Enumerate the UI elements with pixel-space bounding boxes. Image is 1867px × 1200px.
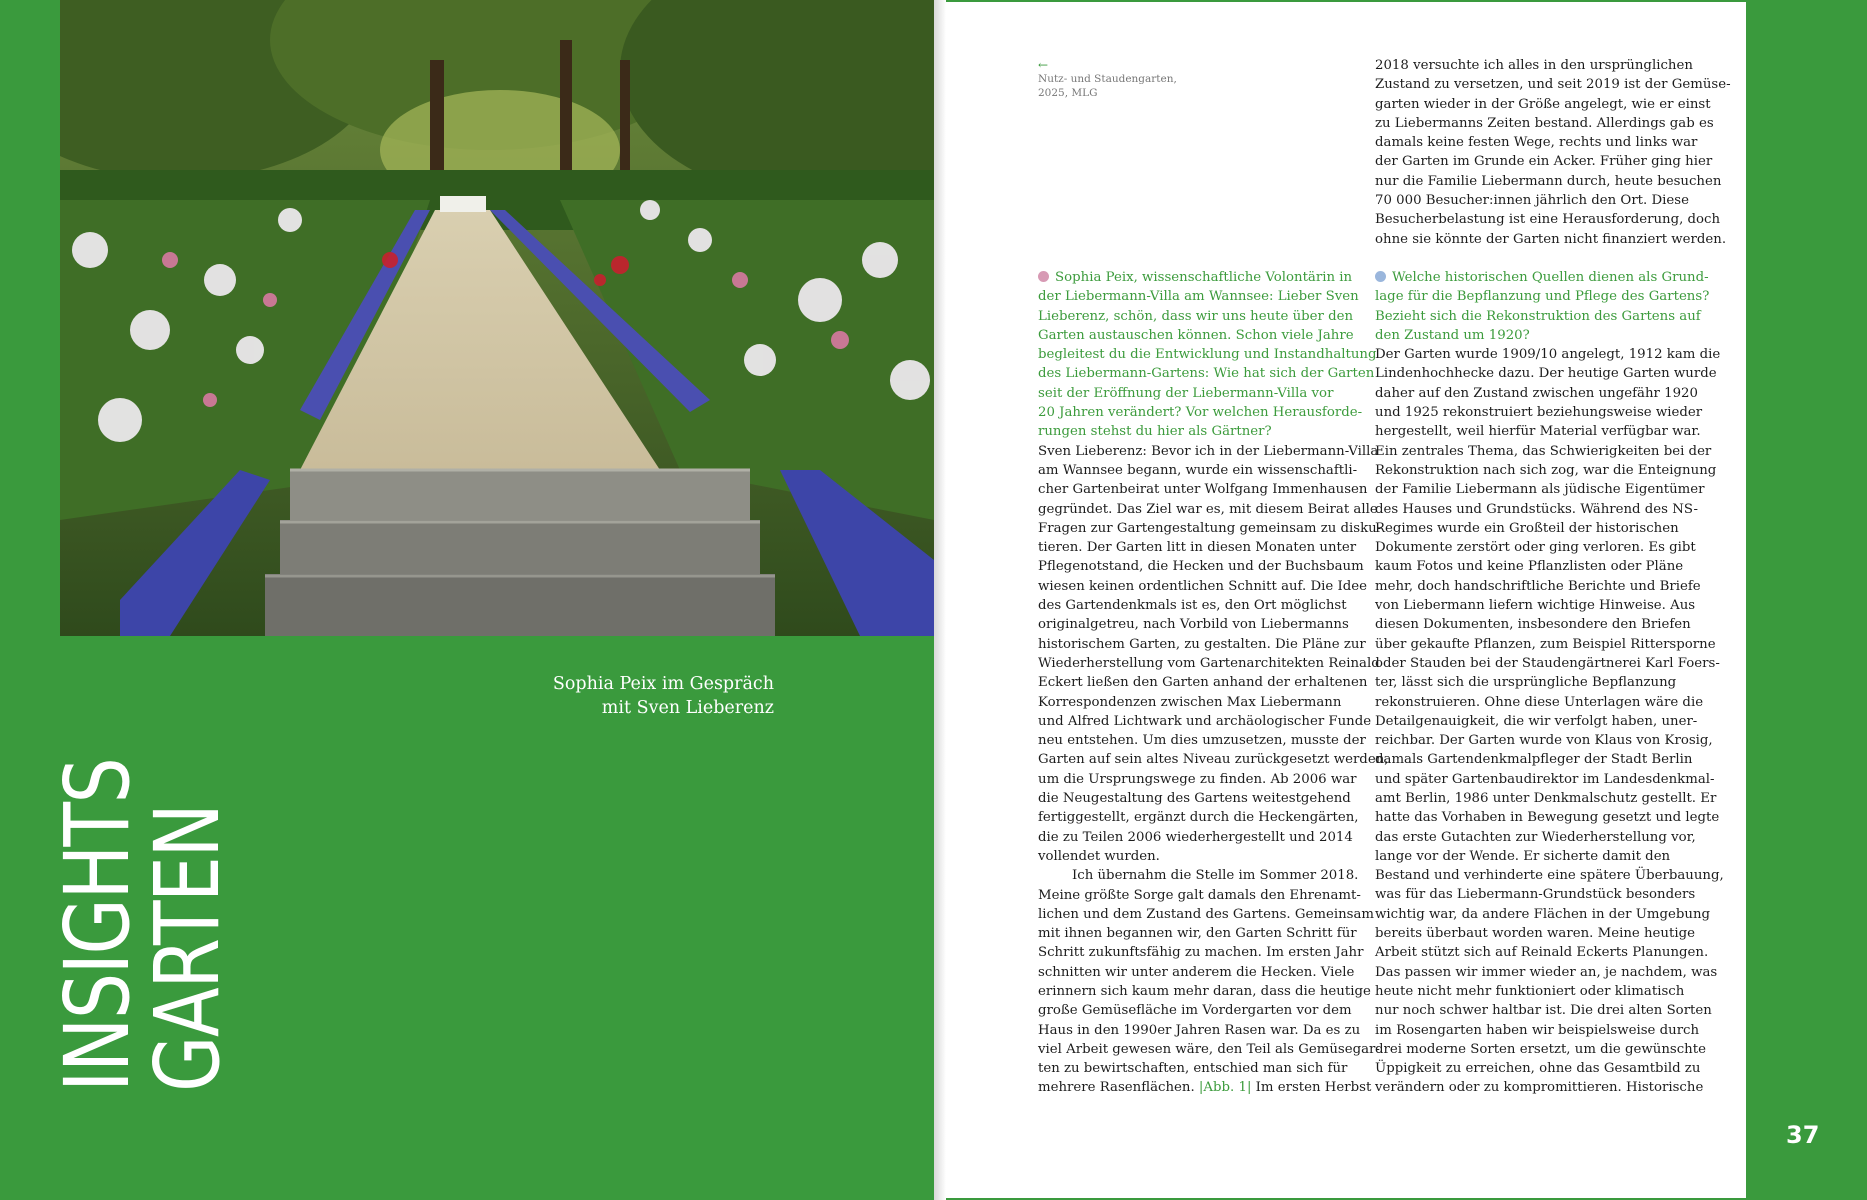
page-number: 37 bbox=[1786, 1121, 1820, 1149]
answer-line: Korrespondenzen zwischen Max Liebermann bbox=[1038, 694, 1342, 710]
answer-line: 2018 versuchte ich alles in den ursprünglichen bbox=[1375, 58, 1693, 73]
answer-line: Wiederherstellung vom Gartenarchitekten Reinald bbox=[1038, 655, 1380, 671]
garden-photo-illustration bbox=[60, 0, 934, 636]
answer-line: verändern oder zu kompromittieren. Historische bbox=[1375, 1080, 1704, 1096]
answer-line: Schritt zukunftsfähig zu machen. Im ersten Jahr bbox=[1038, 945, 1364, 961]
answer-line: rekonstruieren. Ohne diese Unterlagen wäre die bbox=[1375, 694, 1704, 710]
answer-line: kaum Fotos und keine Pflanzlisten oder Pläne bbox=[1375, 559, 1684, 575]
answer-line: Ein zentrales Thema, das Schwierigkeiten bei der bbox=[1375, 443, 1712, 459]
answer-line: amt Berlin, 1986 unter Denkmalschutz gestellt. Er bbox=[1375, 790, 1717, 806]
answer-line: neu entstehen. Um dies umzusetzen, musste der bbox=[1038, 733, 1366, 749]
answer-continuation bbox=[1375, 56, 1731, 249]
question-line: Garten austauschen können. Schon viele Jahre bbox=[1038, 327, 1354, 343]
answer-line: des Hauses und Grundstücks. Während des NS- bbox=[1375, 501, 1698, 517]
answer-text: Im ersten Herbst bbox=[1255, 1080, 1372, 1096]
answer-line: schnitten wir unter anderem die Hecken. Viele bbox=[1038, 964, 1355, 980]
answer-line-with-reference bbox=[1038, 1078, 1372, 1097]
interview-answer-2 bbox=[1375, 345, 1724, 1098]
answer-line: historischem Garten, zu gestalten. Die Pläne zur bbox=[1038, 636, 1366, 652]
answer-line: lichen und dem Zustand des Gartens. Gemeinsam bbox=[1038, 906, 1374, 922]
answer-line: ten zu bewirtschaften, entschied man sich für bbox=[1038, 1061, 1348, 1077]
answer-line: Ich übernahm die Stelle im Sommer 2018. bbox=[1072, 868, 1359, 884]
answer-line: Meine größte Sorge galt damals den Ehrenamt- bbox=[1038, 887, 1361, 903]
question-line: des Liebermann-Gartens: Wie hat sich der Garten bbox=[1038, 366, 1375, 382]
answer-line: reichbar. Der Garten wurde von Klaus von Krosig, bbox=[1375, 733, 1713, 749]
speaker-dot-icon bbox=[1038, 271, 1049, 282]
answer-line: ohne sie könnte der Garten nicht finanziert werden. bbox=[1375, 231, 1727, 247]
question-line: Sophia Peix, wissenschaftliche Volontärin in bbox=[1055, 270, 1353, 285]
answer-line: gegründet. Das Ziel war es, mit diesem Beirat alle bbox=[1038, 501, 1378, 517]
answer-line: der Garten im Grunde ein Acker. Früher ging hier bbox=[1375, 154, 1713, 170]
answer-line: Rekonstruktion nach sich zog, war die Enteignung bbox=[1375, 462, 1717, 478]
page-gutter bbox=[934, 0, 946, 1200]
answer-line: Pflegenotstand, die Hecken und der Buchsbaum bbox=[1038, 559, 1364, 575]
answer-line: diesen Dokumenten, insbesondere den Briefen bbox=[1375, 617, 1691, 633]
section-title-line-1: INSIGHTS bbox=[45, 758, 149, 1092]
answer-line: hergestellt, weil hierfür Material verfügbar war. bbox=[1375, 424, 1701, 440]
answer-line: erinnern sich kaum mehr daran, dass die heutige bbox=[1038, 983, 1371, 999]
answer-line: das erste Gutachten zur Wiederherstellung vor, bbox=[1375, 829, 1696, 845]
answer-line: vollendet wurden. bbox=[1038, 848, 1160, 864]
answer-line: Das passen wir immer wieder an, je nachdem, was bbox=[1375, 964, 1718, 980]
question-line: lage für die Bepflanzung und Pflege des Gartens? bbox=[1375, 289, 1710, 305]
photo-caption bbox=[420, 672, 774, 720]
question-line: begleitest du die Entwicklung und Instandhaltung bbox=[1038, 347, 1377, 363]
answer-line: 70 000 Besucher:innen jährlich den Ort. Diese bbox=[1375, 193, 1689, 209]
answer-line: über gekaufte Pflanzen, zum Beispiel Rittersporne bbox=[1375, 636, 1716, 652]
question-line: der Liebermann-Villa am Wannsee: Lieber Sven bbox=[1038, 289, 1359, 305]
arrow-left-icon: ← bbox=[1038, 58, 1049, 72]
answer-line: Dokumente zerstört oder ging verloren. Es gibt bbox=[1375, 540, 1696, 556]
answer-line: Arbeit stützt sich auf Reinald Eckerts Planungen. bbox=[1375, 945, 1709, 961]
answer-line: damals Gartendenkmalpfleger der Stadt Berlin bbox=[1375, 752, 1693, 768]
question-line: seit der Eröffnung der Liebermann-Villa vor bbox=[1038, 385, 1334, 401]
question-line: rungen stehst du hier als Gärtner? bbox=[1038, 424, 1272, 440]
answer-line: viel Arbeit gewesen wäre, den Teil als Gemüsegar- bbox=[1038, 1041, 1380, 1057]
answer-line: die Neugestaltung des Gartens weitestgehend bbox=[1038, 791, 1351, 807]
answer-line: große Gemüsefläche im Vordergarten vor dem bbox=[1038, 1003, 1352, 1019]
text-column-2 bbox=[1375, 56, 1731, 1098]
answer-text: mehrere Rasenflächen. bbox=[1038, 1080, 1195, 1096]
caption-line-2: mit Sven Lieberenz bbox=[601, 698, 774, 718]
answer-line: von Liebermann liefern wichtige Hinweise. Aus bbox=[1375, 598, 1696, 614]
image-reference-line-2: 2025, MLG bbox=[1038, 87, 1098, 99]
answer-line: Eckert ließen den Garten anhand der erhaltenen bbox=[1038, 675, 1368, 691]
interview-answer-1-continued bbox=[1038, 866, 1380, 1098]
question-line: 20 Jahren verändert? Vor welchen Herausforde- bbox=[1038, 405, 1363, 421]
answer-line: damals keine festen Wege, rechts und links war bbox=[1375, 135, 1698, 151]
answer-line: Bestand und verhinderte eine spätere Überbauung, bbox=[1375, 868, 1724, 884]
answer-line: nur die Familie Liebermann durch, heute besuchen bbox=[1375, 173, 1722, 189]
answer-line: Zustand zu versetzen, und seit 2019 ist der Gemüse- bbox=[1375, 77, 1731, 93]
answer-line: am Wannsee begann, wurde ein wissenschaftli- bbox=[1038, 462, 1358, 478]
question-line: den Zustand um 1920? bbox=[1375, 327, 1530, 343]
answer-line: was für das Liebermann-Grundstück besonders bbox=[1375, 887, 1696, 903]
answer-line: Lindenhochhecke dazu. Der heutige Garten wurde bbox=[1375, 366, 1717, 382]
right-color-strip bbox=[1746, 0, 1867, 1200]
answer-line: nur noch schwer haltbar ist. Die drei alten Sorten bbox=[1375, 1003, 1712, 1019]
answer-line: die zu Teilen 2006 wiederhergestellt und 2014 bbox=[1038, 829, 1353, 845]
answer-line: wichtig war, da andere Flächen in der Umgebung bbox=[1375, 906, 1711, 922]
answer-line: garten wieder in der Größe angelegt, wie er einst bbox=[1375, 96, 1711, 112]
answer-line: Der Garten wurde 1909/10 angelegt, 1912 kam die bbox=[1375, 347, 1721, 363]
answer-line: ter, lässt sich die ursprüngliche Bepflanzung bbox=[1375, 675, 1677, 691]
interview-answer-1 bbox=[1038, 442, 1389, 867]
answer-line: lange vor der Wende. Er sicherte damit den bbox=[1375, 848, 1671, 864]
speaker-dot-icon bbox=[1375, 271, 1386, 282]
answer-line: Regimes wurde ein Großteil der historischen bbox=[1375, 520, 1679, 536]
question-line: Welche historischen Quellen dienen als Grund- bbox=[1392, 269, 1709, 285]
answer-line: und später Gartenbaudirektor im Landesdenkmal- bbox=[1375, 771, 1715, 787]
answer-line: und Alfred Lichtwark und archäologischer Funde bbox=[1038, 713, 1372, 729]
answer-line: Detailgenauigkeit, die wir verfolgt haben, uner- bbox=[1375, 713, 1698, 729]
section-title-line-2: GARTEN bbox=[135, 804, 239, 1092]
answer-line: um die Ursprungswege zu finden. Ab 2006 war bbox=[1038, 771, 1357, 787]
figure-reference-link[interactable]: |Abb. 1| bbox=[1198, 1080, 1252, 1096]
question-line: Lieberenz, schön, dass wir uns heute über den bbox=[1038, 308, 1354, 324]
answer-line: originalgetreu, nach Vorbild von Liebermanns bbox=[1038, 617, 1349, 633]
interview-question-1 bbox=[1038, 268, 1377, 442]
answer-line: oder Stauden bei der Staudengärtnerei Karl Foers- bbox=[1375, 655, 1720, 671]
answer-line: heute nicht mehr funktioniert oder klimatisch bbox=[1375, 983, 1685, 999]
answer-line: cher Gartenbeirat unter Wolfgang Immenhausen bbox=[1038, 482, 1368, 498]
answer-line: zu Liebermanns Zeiten bestand. Allerdings gab es bbox=[1375, 115, 1714, 131]
answer-line: Üppigkeit zu erreichen, ohne das Gesamtbild zu bbox=[1375, 1061, 1701, 1077]
answer-line: Sven Lieberenz: Bevor ich in der Liebermann-Villa bbox=[1038, 443, 1379, 459]
answer-line: bereits überbaut worden waren. Meine heutige bbox=[1375, 926, 1695, 942]
image-reference-caption bbox=[1038, 58, 1177, 100]
interview-question-2 bbox=[1375, 268, 1710, 345]
answer-line: drei moderne Sorten ersetzt, um die gewünschte bbox=[1375, 1041, 1706, 1057]
section-title bbox=[45, 686, 239, 1092]
question-line: Bezieht sich die Rekonstruktion des Gartens auf bbox=[1375, 308, 1701, 324]
answer-line: des Gartendenkmals ist es, den Ort möglichst bbox=[1038, 598, 1347, 614]
garden-photo bbox=[60, 0, 934, 636]
answer-line: Garten auf sein altes Niveau zurückgesetzt werden, bbox=[1038, 752, 1389, 768]
answer-line: Fragen zur Gartengestaltung gemeinsam zu disku- bbox=[1038, 520, 1382, 536]
answer-line: daher auf den Zustand zwischen ungefähr 1920 bbox=[1375, 385, 1698, 401]
text-column-1 bbox=[1038, 268, 1389, 1098]
caption-line-1: Sophia Peix im Gespräch bbox=[552, 674, 774, 694]
answer-line: mehr, doch handschriftliche Berichte und Briefe bbox=[1375, 578, 1701, 594]
answer-line: fertiggestellt, ergänzt durch die Heckengärten, bbox=[1038, 810, 1359, 826]
answer-line: tieren. Der Garten litt in diesen Monaten unter bbox=[1038, 540, 1357, 556]
answer-line: der Familie Liebermann als jüdische Eigentümer bbox=[1375, 482, 1705, 498]
answer-line: im Rosengarten haben wir beispielsweise durch bbox=[1375, 1022, 1700, 1038]
answer-line: und 1925 rekonstruiert beziehungsweise wieder bbox=[1375, 405, 1703, 421]
answer-line: mit ihnen begannen wir, den Garten Schritt für bbox=[1038, 926, 1357, 942]
answer-line: wiesen keinen ordentlichen Schnitt auf. Die Idee bbox=[1038, 578, 1367, 594]
answer-line: hatte das Vorhaben in Bewegung gesetzt und legte bbox=[1375, 810, 1720, 826]
image-reference-line-1: Nutz- und Staudengarten, bbox=[1038, 73, 1177, 85]
answer-line: Besucherbelastung ist eine Herausforderung, doch bbox=[1375, 212, 1721, 228]
answer-line: Haus in den 1990er Jahren Rasen war. Da es zu bbox=[1038, 1022, 1361, 1038]
